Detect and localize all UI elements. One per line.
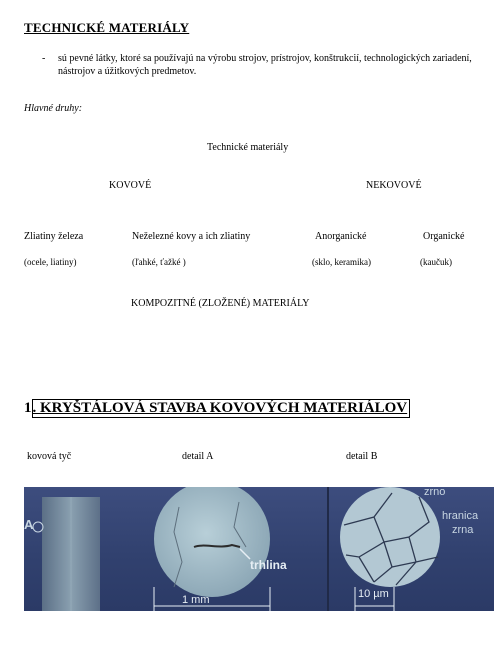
bullet-dash: -	[42, 53, 46, 64]
boundary-label-line2: zrna	[452, 524, 474, 536]
tree-composite: KOMPOZITNÉ (ZLOŽENÉ) MATERIÁLY	[131, 298, 310, 309]
tree-metallic: KOVOVÉ	[109, 180, 152, 191]
leaf-nonferrous: Neželezné kovy a ich zliatiny	[132, 231, 251, 242]
example-inorganic: (sklo, keramika)	[312, 257, 371, 267]
marker-a-label: A	[24, 517, 34, 532]
scale-b-label: 10 µm	[358, 588, 389, 600]
detail-a-disc	[154, 487, 270, 597]
example-organic: (kaučuk)	[420, 257, 452, 267]
microstructure-photo	[24, 487, 494, 611]
leaf-organic: Organické	[423, 231, 465, 242]
section-number: 1	[24, 400, 32, 416]
section-title: . KRYŠTÁLOVÁ STAVBA KOVOVÝCH MATERIÁLOV	[32, 399, 411, 418]
crack-label: trhlina	[250, 558, 287, 572]
tree-nonmetallic: NEKOVOVÉ	[366, 180, 422, 191]
example-nonferrous: (ľahké, ťažké )	[132, 257, 186, 267]
example-iron-alloys: (ocele, liatiny)	[24, 257, 77, 267]
detail-b-disc	[340, 487, 440, 587]
tree-root: Technické materiály	[207, 142, 289, 153]
label-detail-a: detail A	[182, 451, 214, 462]
label-detail-b: detail B	[346, 451, 378, 462]
label-bar: kovová tyč	[27, 451, 72, 462]
scale-a-label: 1 mm	[182, 594, 210, 606]
leaf-inorganic: Anorganické	[315, 231, 367, 242]
grain-label: zrno	[424, 487, 446, 498]
section-heading	[24, 400, 410, 417]
leaf-iron-alloys: Zliatiny železa	[24, 231, 84, 242]
page-title: TECHNICKÉ MATERIÁLY	[24, 20, 190, 35]
metal-bar-graphic	[42, 497, 100, 611]
main-types-label: Hlavné druhy:	[24, 103, 83, 114]
definition-text: sú pevné látky, ktoré sa používajú na výrobu strojov, prístrojov, konštrukcií, technologických zariadení, nástrojov a úžitkových predmetov.	[58, 53, 472, 77]
boundary-label-line1: hranica	[442, 510, 479, 522]
